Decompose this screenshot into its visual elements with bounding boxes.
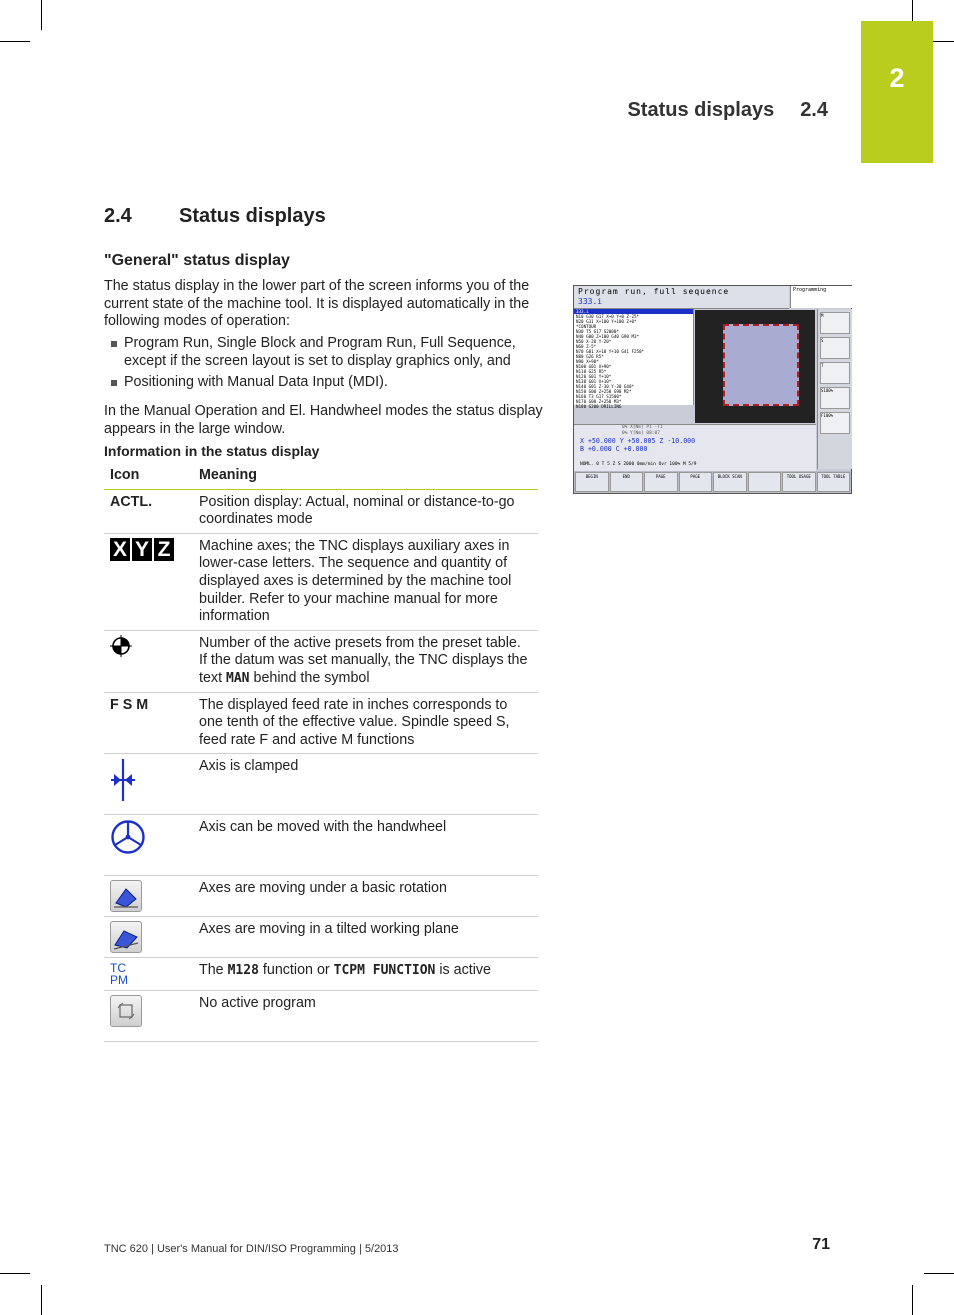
tilted-icon-cell [104, 917, 193, 958]
row-meaning: The displayed feed rate in inches corresponds to one tenth of the effective value. Spindle speed S, feed rate F and active M functions [193, 692, 538, 754]
table-row [104, 630, 538, 692]
program-line: N30 T5 G17 S2000* [576, 329, 619, 334]
axis-clamped-icon [110, 758, 136, 802]
program-line: N180 G200 DRILLING [576, 404, 622, 409]
row-meaning: Position display: Actual, nominal or distance-to-go coordinates mode [193, 489, 538, 533]
status-line: NOML. 0 T 5 Z S 2000 0mm/min Ovr 100% M 5/9 [580, 462, 697, 467]
row-meaning [193, 958, 538, 991]
graphics-window [695, 310, 815, 423]
preset-datum-icon [110, 635, 132, 657]
softkey-block-scan: BLOCK SCAN [713, 472, 747, 492]
status-info-table [104, 462, 538, 1042]
mode-title-bar [574, 286, 789, 309]
running-header-number: 2.4 [800, 99, 828, 121]
table-header-row [104, 462, 538, 489]
program-line: N60 Z-5* [576, 344, 597, 349]
program-name: 333.i [578, 297, 603, 306]
m128-keyword: M128 [227, 963, 259, 979]
programming-label: Programming [793, 287, 827, 293]
chapter-number: 2 [889, 63, 905, 93]
sidebar-m: M [820, 312, 850, 334]
softkey-page-down: PAGE [679, 472, 713, 492]
row-meaning: Axes are moving in a tilted working plane [193, 917, 538, 958]
row-meaning: Axes are moving under a basic rotation [193, 876, 538, 917]
table-row [104, 533, 538, 630]
crop-mark [924, 1273, 954, 1274]
footer-text: TNC 620 | User's Manual for DIN/ISO Programming | 5/2013 [104, 1243, 399, 1255]
softkey-tool-usage: TOOL USAGE [782, 472, 816, 492]
row-meaning: Machine axes; the TNC displays auxiliary axes in lower-case letters. The sequence and quantity of displayed axes is determined by the machine tool builder. Refer to your machine manual for more information [193, 533, 538, 630]
axis-letter: X [110, 538, 130, 561]
rotation-shape [111, 881, 141, 911]
fsm-label: F S M [104, 692, 193, 754]
sidebar-spindle-override: S100% [820, 387, 850, 409]
table-title: Information in the status display [104, 443, 320, 459]
program-line: N130 G01 X+10* [576, 379, 612, 384]
info-line: 0% Y[Nm] 08:07 [622, 431, 660, 436]
crop-mark [0, 41, 30, 42]
info-line: 0% X[Nm] P1 -T1 [622, 425, 663, 430]
crop-mark [41, 1285, 42, 1315]
axis-row: X +50.000 Y +50.005 Z -10.000 [580, 437, 696, 445]
sidebar-feed-override: F100% [820, 412, 850, 434]
crop-mark [41, 0, 42, 30]
handwheel-icon-cell [104, 815, 193, 876]
row-meaning: Axis is clamped [193, 754, 538, 815]
softkey-blank [748, 472, 782, 492]
meaning-text: behind the symbol [249, 669, 370, 686]
table-row [104, 489, 538, 533]
table-row [104, 692, 538, 754]
tcpm-function-keyword: TCPM FUNCTION [333, 963, 436, 979]
section-number: 2.4 [104, 205, 132, 227]
list-item [104, 335, 544, 370]
softkey-end: END [610, 472, 644, 492]
tcpm-line: TC [110, 961, 126, 976]
chapter-tab [861, 21, 933, 163]
list-item-text: Program Run, Single Block and Program Run, Full Sequence, except if the screen layout is set to display graphics only, and [124, 335, 516, 369]
program-line: N40 G00 Z+100 G40 G90 M3* [576, 334, 640, 339]
crop-mark [912, 1285, 913, 1315]
column-header-meaning: Meaning [193, 462, 538, 489]
basic-rotation-icon [110, 880, 142, 912]
program-line: N20 G31 X+100 Y+100 Z+0* [576, 319, 637, 324]
no-program-icon [110, 995, 142, 1027]
list-item-text: Positioning with Manual Data Input (MDI). [124, 374, 388, 391]
program-line: N100 G01 X+90* [576, 364, 612, 369]
handwheel-icon [110, 819, 146, 855]
program-line: N10 G30 G17 X+0 Y+0 Z-25* [576, 314, 640, 319]
running-header-title: Status displays [627, 99, 775, 121]
xyz-axes-icon [110, 538, 187, 561]
tcpm-line: PM [110, 973, 128, 988]
table-row [104, 958, 538, 991]
axes-icon-cell [104, 533, 193, 630]
meaning-text: is active [435, 962, 491, 979]
status-display [574, 424, 816, 471]
program-listing [574, 309, 694, 409]
softkey-row [574, 471, 851, 493]
meaning-text: function or [258, 962, 334, 979]
program-line: N140 G01 Z-30 Y-30 G40* [576, 384, 634, 389]
sidebar-s: S [820, 337, 850, 359]
man-keyword: MAN [226, 670, 250, 686]
tilted-shape [111, 922, 141, 952]
softkey-begin: BEGIN [575, 472, 609, 492]
section-heading [104, 205, 326, 228]
mode-list [104, 335, 544, 396]
program-line: N110 G25 R5* [576, 369, 607, 374]
program-line: 333.i [574, 309, 693, 314]
column-header-icon: Icon [104, 462, 193, 489]
handwheel-paragraph: In the Manual Operation and El. Handwheel modes the status display appears in the large window. [104, 403, 543, 437]
preset-icon-cell [104, 630, 193, 692]
no-program-shape [111, 996, 141, 1026]
tcpm-icon [110, 962, 187, 986]
table-row [104, 815, 538, 876]
page-number: 71 [812, 1236, 830, 1253]
tcpm-icon-cell [104, 958, 193, 991]
meaning-text: The [199, 962, 228, 979]
table-row [104, 876, 538, 917]
bullet-icon [111, 341, 117, 347]
program-line: N80 G26 R5* [576, 354, 604, 359]
bullet-icon [111, 380, 117, 386]
subsection-heading: "General" status display [104, 252, 290, 269]
rotation-icon-cell [104, 876, 193, 917]
list-item [104, 374, 544, 392]
row-meaning: No active program [193, 991, 538, 1042]
program-line: N70 G01 X+10 Y+10 G41 F250* [576, 349, 645, 354]
actl-label: ACTL. [104, 489, 193, 533]
no-program-icon-cell [104, 991, 193, 1042]
table-row [104, 917, 538, 958]
mode-title: Program run, full sequence [578, 287, 730, 296]
programming-mode-box [790, 286, 852, 308]
sidebar-t: T [820, 362, 850, 384]
program-line: N50 X-20 Y-20* [576, 339, 612, 344]
softkey-page-up: PAGE [644, 472, 678, 492]
axis-letter: Z [154, 538, 174, 561]
axis-letter: Y [132, 538, 152, 561]
row-meaning [193, 630, 538, 692]
clamped-icon-cell [104, 754, 193, 815]
crop-mark [0, 1273, 30, 1274]
axis-row: B +0.000 C +0.000 [580, 445, 648, 453]
table-row [104, 991, 538, 1042]
softkey-tool-table: TOOL TABLE [817, 472, 851, 492]
row-meaning: Axis can be moved with the handwheel [193, 815, 538, 876]
section-title: Status displays [179, 205, 326, 227]
status-sidebar [817, 309, 852, 469]
meaning-text: Number of the active presets from the preset table. If the datum was set manually, the TNC displays the text [199, 634, 528, 686]
program-line: N160 T3 G17 S1500* [576, 394, 622, 399]
tilted-plane-icon [110, 921, 142, 953]
program-line: N150 G00 Z+250 G90 M2* [576, 389, 632, 394]
intro-paragraph: The status display in the lower part of the screen informs you of the current state of the machine tool. It is displayed automatically in the following modes of operation: [104, 278, 530, 330]
program-line: *CONTOUR [576, 324, 597, 329]
program-line: N170 G00 Z+250 M3* [576, 399, 622, 404]
running-header [627, 99, 828, 122]
program-line: N90 X+90* [576, 359, 599, 364]
table-row [104, 754, 538, 815]
program-line: N120 G01 Y+10* [576, 374, 612, 379]
workpiece-graphic [723, 324, 799, 406]
tnc-screenshot [573, 285, 852, 494]
